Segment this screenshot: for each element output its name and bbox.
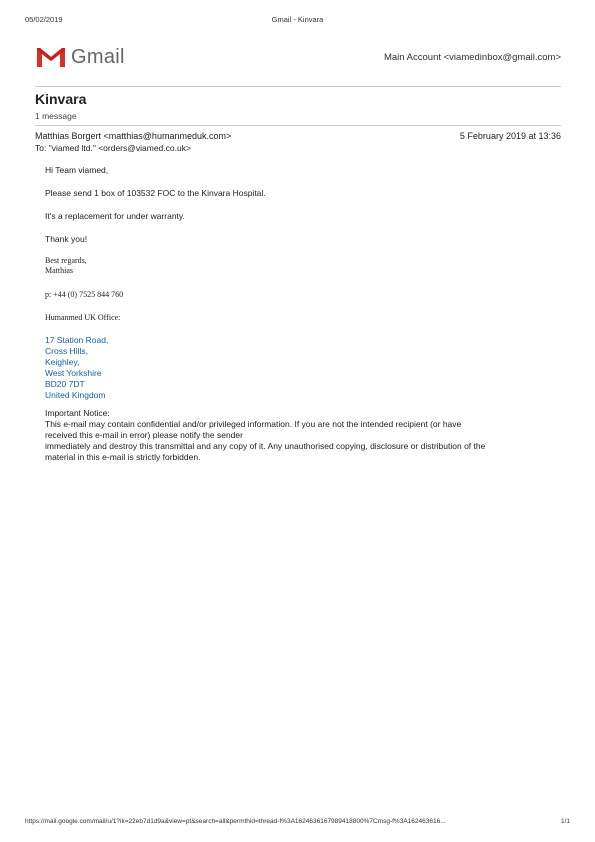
important-notice [45, 408, 555, 463]
notice-line: immediately and destroy this transmittal and any copy of it. Any unauthorised copying, disclosure or distribution of the [45, 441, 486, 451]
print-title: Gmail - Kinvara [271, 15, 324, 24]
greeting: Hi Team viamed, [45, 165, 109, 175]
message-count: 1 message [35, 111, 77, 121]
address-line[interactable]: BD20 7DT [45, 379, 85, 389]
body-line-2: It's a replacement for under warranty. [45, 211, 185, 221]
notice-line: material in this e-mail is strictly forbidden. [45, 452, 201, 462]
address-line[interactable]: Keighley, [45, 357, 80, 367]
print-url: https://mail.google.com/mail/u/1?ik=22eb7d1d9a&view=pt&search=all&permthid=thread-f%3A1624636167989418800%7Cmsg-f%3A162463616... [25, 818, 446, 825]
page-number: 1/1 [560, 818, 570, 825]
address-line[interactable]: West Yorkshire [45, 368, 102, 378]
gmail-envelope-icon [35, 45, 67, 69]
notice-line: received this e-mail in error) please notify the sender [45, 430, 243, 440]
message-body [45, 165, 555, 463]
address-line[interactable]: United Kingdom [45, 390, 106, 400]
gmail-logo[interactable] [35, 45, 131, 71]
body-line-1: Please send 1 box of 103532 FOC to the Kinvara Hospital. [45, 188, 266, 198]
sender[interactable]: Matthias Borgert <matthias@humanmeduk.com> [35, 131, 232, 141]
gmail-wordmark: Gmail [71, 46, 125, 68]
phone-number: p: +44 (0) 7525 844 760 [45, 290, 124, 299]
account-label: Main Account <viamedinbox@gmail.com> [383, 52, 561, 63]
address-line[interactable]: 17 Station Road, [45, 335, 109, 345]
address-line[interactable]: Cross Hills, [45, 346, 88, 356]
header-divider [35, 86, 561, 87]
thread-subject: Kinvara [35, 91, 87, 107]
regards: Best regards, [45, 256, 87, 265]
print-date: 05/02/2019 [25, 15, 63, 24]
message-date: 5 February 2019 at 13:36 [459, 131, 561, 141]
sender-signature-name: Matthias [45, 266, 73, 275]
office-label: Humanmed UK Office: [45, 313, 121, 322]
address-block [45, 335, 555, 401]
notice-title: Important Notice: [45, 408, 110, 418]
thanks-line: Thank you! [45, 234, 88, 244]
recipient[interactable]: To: "viamed ltd." <orders@viamed.co.uk> [35, 143, 191, 153]
notice-line: This e-mail may contain confidential and/or privileged information. If you are not the intended recipient (or have [45, 419, 462, 429]
message-divider [35, 125, 561, 126]
